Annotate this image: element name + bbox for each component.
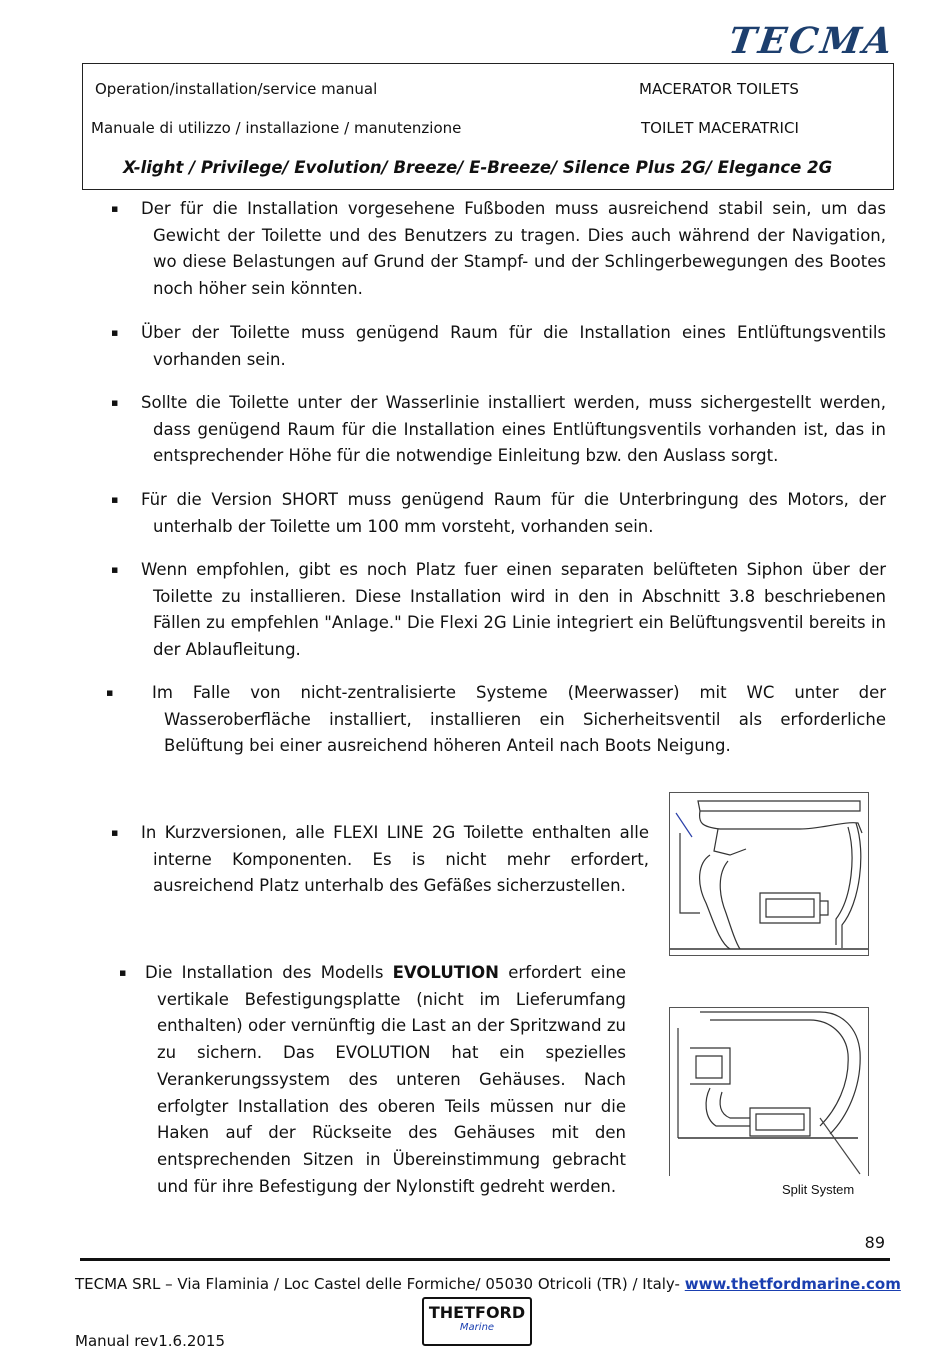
bullet-text: Wenn empfohlen, gibt es noch Platz fuer einen separaten belüfteten Siphon über der Toilette zu installieren. Diese Installation wird in den in Abschnitt 3.8 beschriebenen Fällen zu empfehlen "Anlage." Die Flexi 2G Linie integriert ein Belüftungsventil bereits in der Ablaufleitung. — [141, 560, 886, 660]
bullet-item — [119, 960, 626, 1200]
thetford-logo — [422, 1297, 532, 1346]
bullet-marker: ▪ — [111, 326, 119, 339]
header-manual-it: Manuale di utilizzo / installazione / manutenzione — [91, 119, 462, 137]
footer-website-link[interactable]: www.thetfordmarine.com — [684, 1275, 901, 1293]
manual-revision: Manual rev1.6.2015 — [75, 1332, 226, 1350]
split-system-caption: Split System — [782, 1182, 855, 1197]
bullet-text: Sollte die Toilette unter der Wasserlinie installiert werden, muss sichergestellt werden, dass genügend Raum für die Installation eines Entlüftungsventils vorhanden ist, das in entsprechender Höhe für die notwendige Einleitung bzw. den Auslass sorgt. — [141, 393, 886, 466]
bullet-marker: ▪ — [119, 966, 127, 979]
bullet-item — [111, 487, 886, 540]
tecma-logo: TECMA — [726, 20, 898, 62]
header-manual-en: Operation/installation/service manual — [95, 80, 378, 98]
bullet-item — [111, 820, 649, 900]
bullet-text: Für die Version SHORT muss genügend Raum für die Unterbringung des Motors, der unterhalb der Toilette um 100 mm vorsteht, vorhanden sein. — [141, 490, 886, 536]
toilet-short-figure — [669, 792, 869, 956]
bullet-item — [111, 557, 886, 664]
bullet-item — [106, 680, 886, 760]
footer-address-line — [75, 1275, 901, 1293]
toilet-split-figure — [669, 1007, 869, 1176]
thetford-logo-text: THETFORD — [428, 1303, 526, 1322]
page-number: 89 — [864, 1233, 885, 1252]
bullet-marker: ▪ — [111, 563, 119, 576]
toilet-short-drawing — [670, 793, 868, 955]
bullet-text: Der für die Installation vorgesehene Fußboden muss ausreichend stabil sein, um das Gewicht der Toilette und des Benutzers zu tragen. Dies auch während der Navigation, wo diese Belastungen auf Grund der Stampf- und der Schlingerbewegungen des Bootes noch höher sein könnten. — [141, 199, 886, 299]
header-product-it: TOILET MACERATRICI — [641, 119, 799, 137]
model-name-evolution: EVOLUTION — [392, 963, 499, 982]
header-box — [82, 63, 894, 190]
bullet-marker: ▪ — [111, 396, 119, 409]
footer-address: TECMA SRL – Via Flaminia / Loc Castel delle Formiche/ 05030 Otricoli (TR) / Italy- — [75, 1275, 685, 1293]
header-product-en: MACERATOR TOILETS — [639, 80, 799, 98]
bullet-text: In Kurzversionen, alle FLEXI LINE 2G Toilette enthalten alle interne Komponenten. Es is nicht mehr erfordert, ausreichend Platz unterhalb des Gefäßes sicherzustellen. — [141, 823, 649, 896]
footer-divider — [80, 1258, 890, 1261]
bullet-item — [111, 196, 886, 303]
bullet-marker: ▪ — [111, 202, 119, 215]
bullet-text: Über der Toilette muss genügend Raum für die Installation eines Entlüftungsventils vorhanden sein. — [141, 323, 886, 369]
bullet-item — [111, 320, 886, 373]
bullet-item — [111, 390, 886, 470]
bullet-marker: ▪ — [106, 686, 114, 699]
bullet-text: Die Installation des Modells EVOLUTION erfordert eine vertikale Befestigungsplatte (nicht im Lieferumfang enthalten) oder vernünftig die Last an der Spritzwand zu zu sichern. Das EVOLUTION hat ein spezielles Verankerungssystem des unteren Gehäuses. Nach erfolgter Installation des oberen Teils müssen nur die Haken auf der Rückseite des Gehäuses mit den entsprechenden Sitzen in Übereinstimmung gebracht und für ihre Befestigung der Nylonstift gedreht werden. — [145, 963, 626, 1196]
thetford-logo-sub: Marine — [459, 1322, 495, 1333]
toilet-split-drawing — [670, 1008, 868, 1176]
bullet-text: Im Falle von nicht-zentralisierte Systeme (Meerwasser) mit WC unter der Wasseroberfläche installiert, installieren ein Sicherheitsventil als erforderliche Belüftung bei einer ausreichend höheren Anteil nach Boots Neigung. — [152, 683, 886, 756]
header-models: X-light / Privilege/ Evolution/ Breeze/ E-Breeze/ Silence Plus 2G/ Elegance 2G — [123, 158, 833, 177]
bullet-marker: ▪ — [111, 493, 119, 506]
bullet-marker: ▪ — [111, 826, 119, 839]
